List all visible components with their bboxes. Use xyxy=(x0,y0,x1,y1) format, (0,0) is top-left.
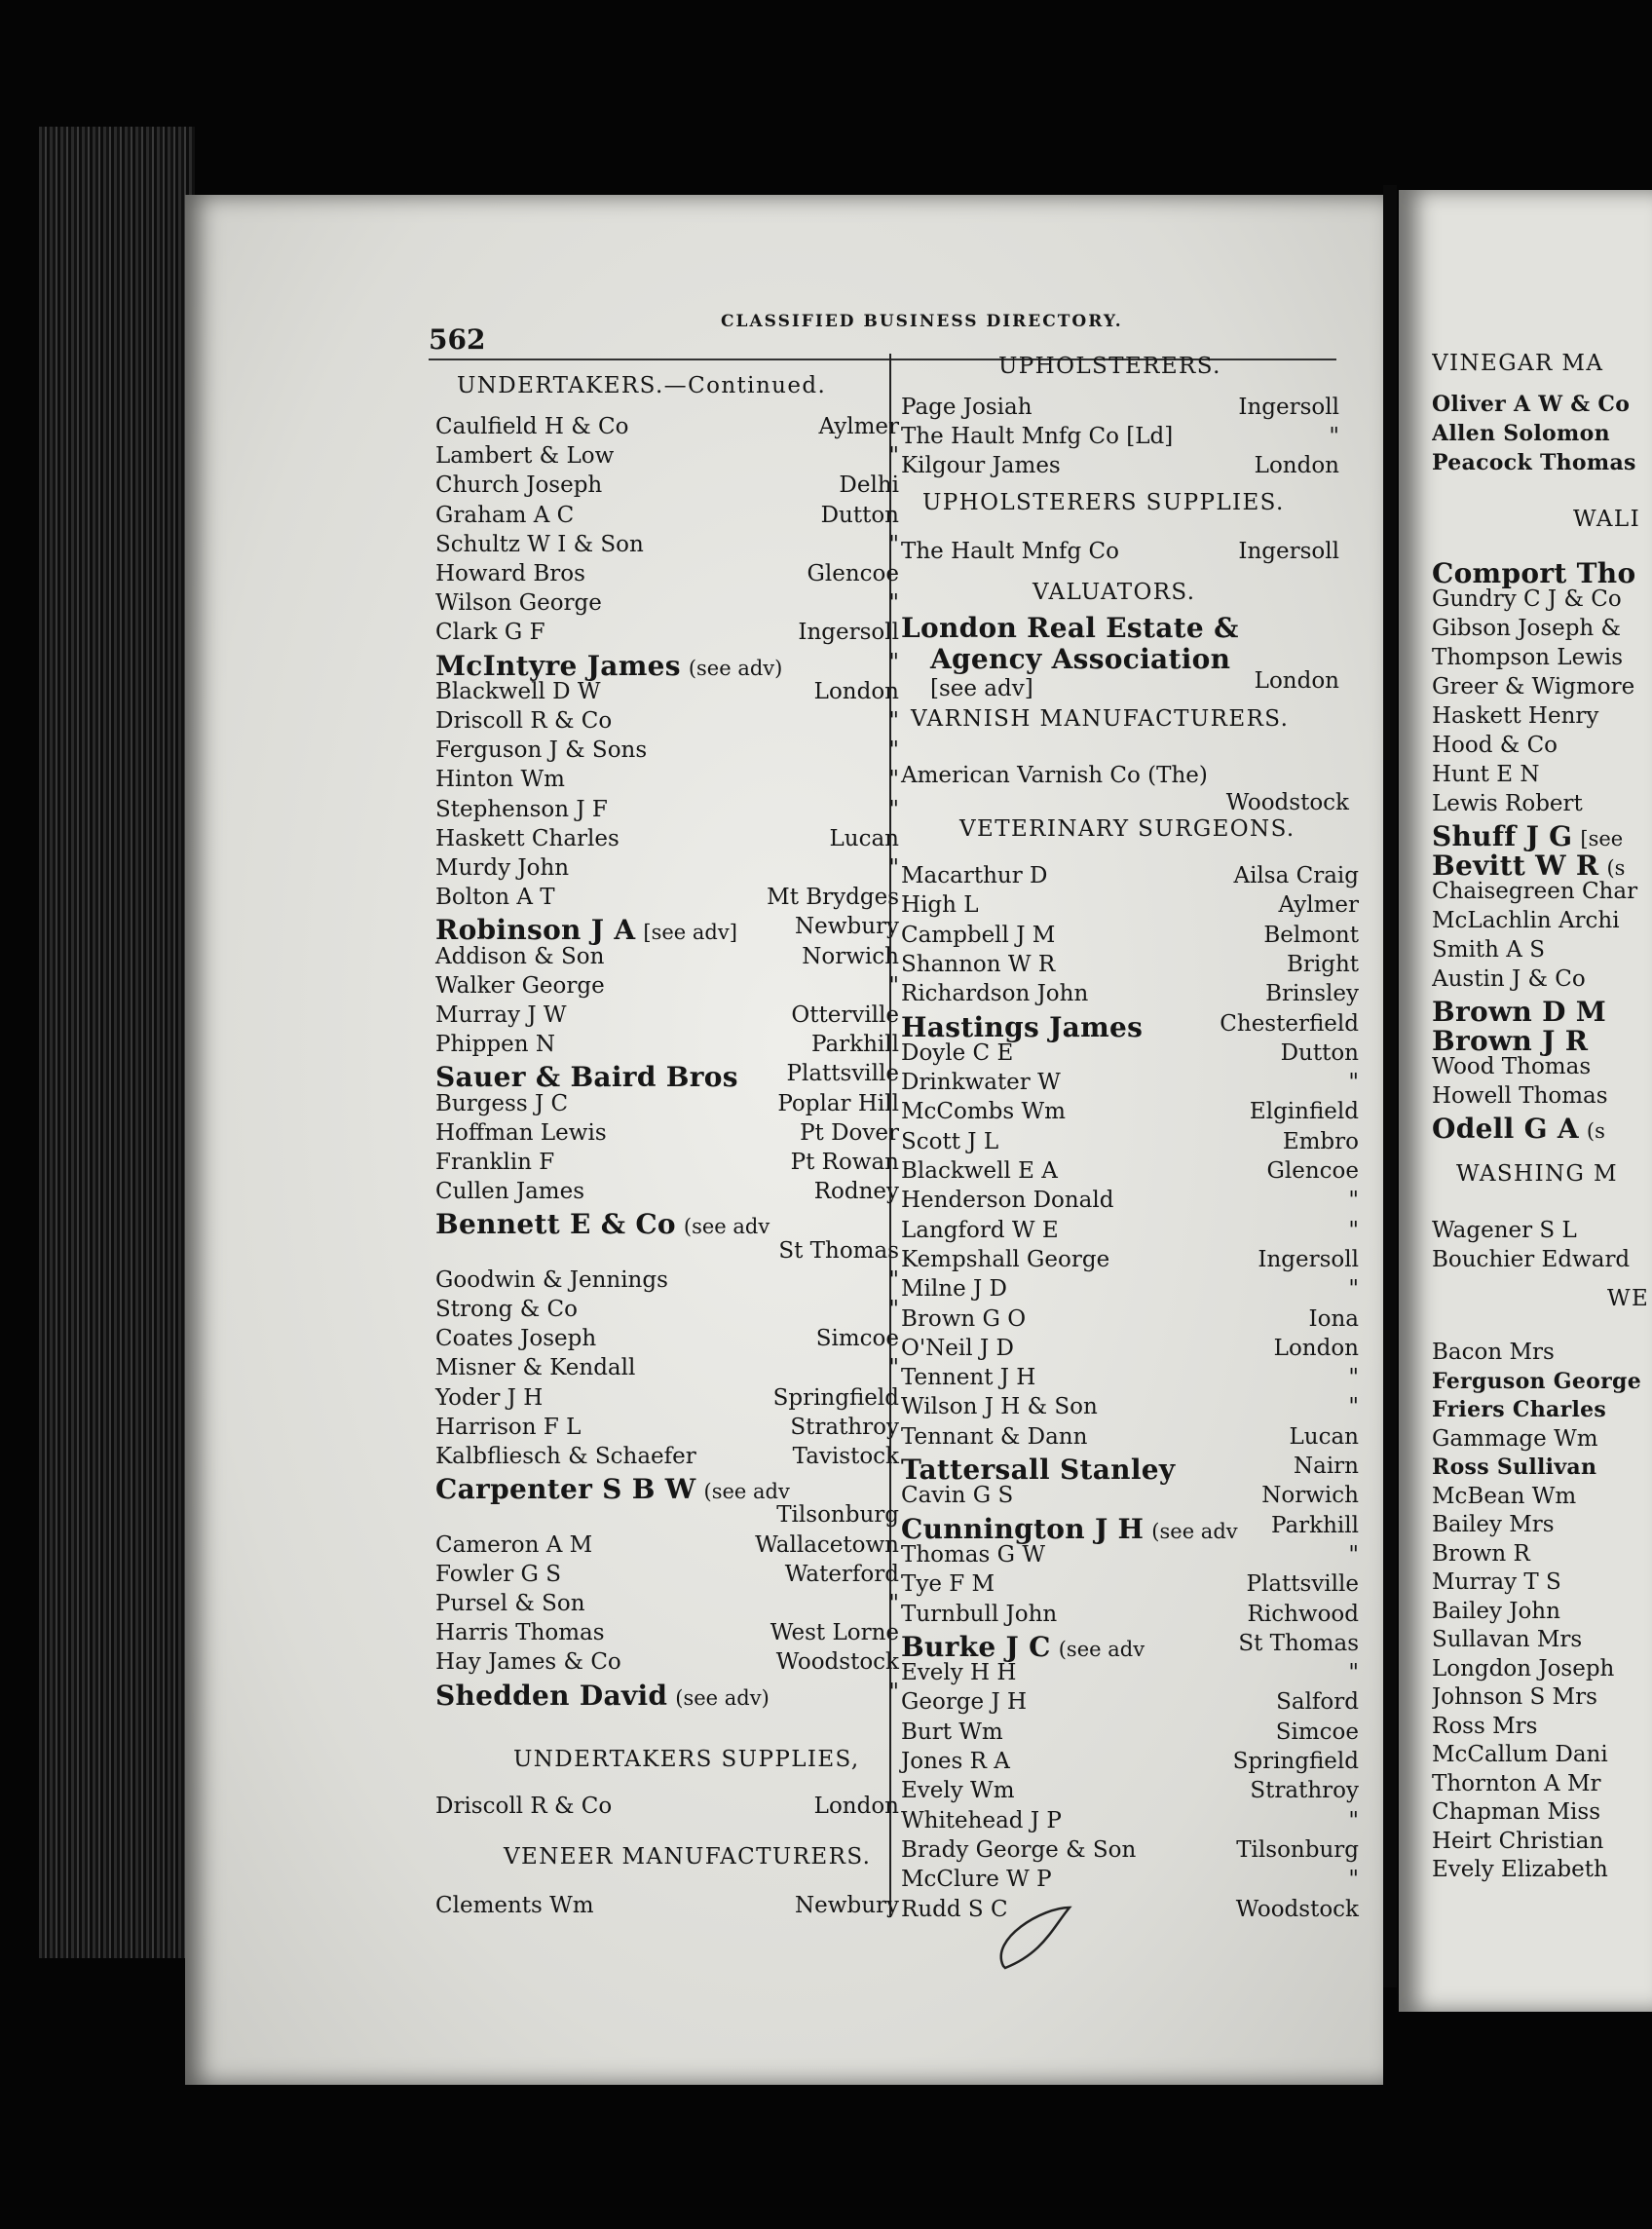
entry-name: Cullen James xyxy=(435,1179,585,1205)
entry-name: Page Josiah xyxy=(901,395,1032,420)
section-heading: UNDERTAKERS.—Continued. xyxy=(457,373,827,398)
entry-place: " xyxy=(888,649,899,675)
section-heading: VARNISH MANUFACTURERS. xyxy=(911,706,1290,732)
entry-name: American Varnish Co (The) xyxy=(901,763,1208,788)
entry-name-group xyxy=(435,914,737,946)
entry-place: Richwood xyxy=(1247,1601,1359,1627)
entry-place: Tilsonburg xyxy=(776,1502,899,1529)
entry-place: West Lorne xyxy=(770,1620,899,1646)
entry-name-group xyxy=(901,1631,1145,1663)
entry-place: " xyxy=(1348,1394,1359,1420)
entry-name: Chapman Miss xyxy=(1432,1799,1601,1825)
entry-name: Lewis Robert xyxy=(1432,791,1583,816)
entry-place: Simcoe xyxy=(1275,1719,1359,1745)
entry-place: " xyxy=(1348,1276,1359,1303)
entry-name: Wagener S L xyxy=(1432,1218,1577,1243)
entry-name: Burt Wm xyxy=(901,1719,1003,1745)
entry-place: " xyxy=(888,1355,899,1381)
section-heading: UNDERTAKERS SUPPLIES, xyxy=(513,1747,860,1772)
entry-place: Belmont xyxy=(1263,922,1359,948)
entry-place: Bright xyxy=(1286,951,1359,977)
entry-name: Haskett Charles xyxy=(435,825,620,851)
entry-note: (see adv xyxy=(683,1215,770,1239)
entry-place: Elginfield xyxy=(1249,1099,1359,1125)
entry-name: Harris Thomas xyxy=(435,1620,605,1646)
entry-name: Shedden David xyxy=(435,1679,668,1712)
entry-name: Milne J D xyxy=(901,1276,1007,1303)
entry-name: Jones R A xyxy=(901,1749,1010,1774)
entry-name: Rudd S C xyxy=(901,1896,1008,1922)
entry-name: Phippen N xyxy=(435,1032,555,1058)
entry-name: Coates Joseph xyxy=(435,1326,597,1352)
entry-place: London xyxy=(813,678,899,704)
entry-name: Graham A C xyxy=(435,502,575,528)
entry-place: Glencoe xyxy=(807,561,899,586)
entry-note: (see adv xyxy=(1058,1637,1145,1661)
entry-name: Tennant & Dann xyxy=(901,1423,1088,1450)
running-head: CLASSIFIED BUSINESS DIRECTORY. xyxy=(721,312,1123,331)
entry-name: Murray T S xyxy=(1432,1569,1561,1595)
entry-name: Stephenson J F xyxy=(435,796,608,822)
entry-place: Springfield xyxy=(772,1384,899,1411)
entry-place: Dutton xyxy=(1280,1039,1359,1066)
entry-place: London xyxy=(1273,1335,1359,1361)
entry-name: Campbell J M xyxy=(901,922,1056,948)
section-heading: VALUATORS. xyxy=(1032,580,1196,605)
entry-name-group xyxy=(901,1513,1238,1545)
entry-name: The Hault Mnfg Co [Ld] xyxy=(901,424,1174,449)
entry-place: Simcoe xyxy=(815,1326,899,1352)
entry-name: Turnbull John xyxy=(901,1601,1058,1627)
entry-name: Evely Wm xyxy=(901,1778,1015,1804)
entry-note: (see adv xyxy=(703,1480,790,1504)
entry-name: Shuff J G xyxy=(1432,820,1573,852)
entry-name: Burke J C xyxy=(901,1630,1051,1663)
entry-name: Ferguson George xyxy=(1432,1368,1642,1394)
entry-name: Bevitt W R xyxy=(1432,850,1599,882)
entry-place: Plattsville xyxy=(1246,1571,1359,1598)
entry-name-group xyxy=(435,1680,770,1712)
entry-place: Lucan xyxy=(829,825,899,851)
entry-name: Hay James & Co xyxy=(435,1649,621,1676)
entry-place: " xyxy=(1348,1867,1359,1893)
entry-note: (s xyxy=(1586,1119,1605,1143)
entry-place: Chesterfield xyxy=(1220,1010,1359,1037)
entry-name-group xyxy=(435,650,782,682)
section-heading: VINEGAR MA xyxy=(1432,351,1604,376)
entry-name: Driscoll R & Co xyxy=(435,708,613,734)
entry-name: Misner & Kendall xyxy=(435,1355,636,1381)
entry-place: " xyxy=(888,737,899,764)
entry-name: Clark G F xyxy=(435,620,545,646)
entry-note: [see xyxy=(1580,827,1624,850)
entry-place: " xyxy=(1348,1660,1359,1686)
section-heading: WASHING M xyxy=(1456,1161,1618,1187)
entry-name: Johnson S Mrs xyxy=(1432,1684,1597,1710)
entry-place: St Thomas xyxy=(778,1237,899,1264)
entry-name: Addison & Son xyxy=(435,943,605,969)
entry-name: Clements Wm xyxy=(435,1893,594,1918)
entry-place: Strathroy xyxy=(1250,1778,1359,1804)
entry-name: McIntyre James xyxy=(435,649,681,682)
entry-note: (s xyxy=(1606,856,1626,880)
entry-name: Hunt E N xyxy=(1432,762,1540,787)
entry-place: Norwich xyxy=(802,943,899,969)
entry-name: Kempshall George xyxy=(901,1246,1110,1272)
entry-name: Ferguson J & Sons xyxy=(435,737,648,764)
entry-name: Hood & Co xyxy=(1432,733,1558,758)
entry-name: Gammage Wm xyxy=(1432,1425,1598,1452)
entry-name: Greer & Wigmore xyxy=(1432,674,1635,699)
entry-name: Tennent J H xyxy=(901,1365,1036,1391)
entry-name: Heirt Christian xyxy=(1432,1828,1604,1854)
entry-place: Embro xyxy=(1282,1128,1359,1154)
entry-name: Tye F M xyxy=(901,1571,995,1598)
entry-name: Bailey John xyxy=(1432,1598,1560,1624)
entry-name: Walker George xyxy=(435,972,605,999)
entry-name: Sullavan Mrs xyxy=(1432,1627,1583,1652)
entry-place: Aylmer xyxy=(818,414,899,439)
entry-name: High L xyxy=(901,892,979,919)
section-heading: VETERINARY SURGEONS. xyxy=(959,816,1295,842)
entry-place: Ingersoll xyxy=(1238,395,1339,420)
entry-place: " xyxy=(1329,424,1339,449)
entry-place: Otterville xyxy=(791,1002,899,1028)
entry-name: Wilson George xyxy=(435,590,602,617)
entry-name: Brady George & Son xyxy=(901,1836,1137,1863)
valuator-note: [see adv] xyxy=(930,676,1033,701)
entry-name-group xyxy=(1432,1113,1605,1145)
entry-name: Richardson John xyxy=(901,981,1089,1007)
entry-name: Lambert & Low xyxy=(435,443,615,470)
entry-name: McLachlin Archi xyxy=(1432,908,1620,933)
entry-name: Strong & Co xyxy=(435,1297,578,1322)
entry-place: Ailsa Craig xyxy=(1233,863,1359,888)
entry-place: Glencoe xyxy=(1266,1158,1359,1184)
entry-name: Fowler G S xyxy=(435,1561,561,1587)
entry-name: Sauer & Baird Bros xyxy=(435,1061,738,1094)
entry-place: Newbury xyxy=(795,1893,899,1918)
entry-place: " xyxy=(888,708,899,734)
entry-place: " xyxy=(888,1591,899,1616)
entry-name: Murray J W xyxy=(435,1002,567,1028)
entry-name: Bacon Mrs xyxy=(1432,1340,1555,1365)
entry-name-group xyxy=(1432,850,1625,882)
entry-name: Cavin G S xyxy=(901,1483,1014,1509)
entry-name: Driscoll R & Co xyxy=(435,1794,613,1819)
entry-name: Smith A S xyxy=(1432,937,1545,963)
entry-name-group xyxy=(1432,820,1623,852)
entry-place: Woodstock xyxy=(1225,790,1349,815)
entry-name: Longdon Joseph xyxy=(1432,1655,1615,1681)
entry-place: Wallacetown xyxy=(755,1531,899,1558)
entry-place: Ingersoll xyxy=(798,620,899,646)
section-heading: UPHOLSTERERS SUPPLIES. xyxy=(922,490,1285,515)
entry-place: " xyxy=(1348,1217,1359,1243)
entry-name: Henderson Donald xyxy=(901,1188,1114,1214)
entry-name: Allen Solomon xyxy=(1432,421,1610,446)
entry-name: George J H xyxy=(901,1689,1028,1716)
entry-place: Pt Rowan xyxy=(790,1150,899,1175)
entry-name: Hastings James xyxy=(901,1010,1144,1043)
entry-name: Bennett E & Co xyxy=(435,1208,676,1241)
entry-name: Ross Mrs xyxy=(1432,1713,1538,1739)
entry-place: Parkhill xyxy=(1271,1512,1359,1538)
entry-name: Whitehead J P xyxy=(901,1807,1062,1833)
entry-name: McCombs Wm xyxy=(901,1099,1066,1125)
entry-name: Bolton A T xyxy=(435,885,555,911)
entry-place: Rodney xyxy=(813,1179,899,1205)
entry-note: (see adv xyxy=(1151,1519,1238,1543)
entry-name: Doyle C E xyxy=(901,1039,1014,1066)
entry-name: Cunnington J H xyxy=(901,1512,1145,1545)
section-heading: UPHOLSTERERS. xyxy=(998,354,1221,379)
entry-place: Tavistock xyxy=(792,1444,899,1469)
entry-name: Odell G A xyxy=(1432,1113,1579,1145)
entry-place: " xyxy=(1348,1070,1359,1096)
entry-place: St Thomas xyxy=(1238,1630,1359,1656)
entry-name: Bailey Mrs xyxy=(1432,1512,1555,1537)
entry-place: Aylmer xyxy=(1278,892,1359,919)
left-page xyxy=(185,195,1383,2085)
entry-name: Evely Elizabeth xyxy=(1432,1857,1608,1882)
entry-name: Schultz W I & Son xyxy=(435,531,644,557)
entry-name: Yoder J H xyxy=(435,1384,544,1411)
entry-place: Iona xyxy=(1308,1305,1359,1332)
entry-name: Pursel & Son xyxy=(435,1591,585,1616)
entry-place: " xyxy=(888,796,899,822)
entry-place: " xyxy=(888,767,899,793)
entry-place: " xyxy=(888,972,899,999)
entry-place: Ingersoll xyxy=(1238,539,1339,564)
entry-place: Waterford xyxy=(784,1561,899,1587)
entry-place: Plattsville xyxy=(786,1061,899,1087)
entry-name: Blackwell E A xyxy=(901,1158,1058,1184)
entry-name: Wilson J H & Son xyxy=(901,1394,1098,1420)
entry-place: Norwich xyxy=(1261,1483,1359,1509)
entry-name: Chaisegreen Char xyxy=(1432,879,1638,904)
entry-place: " xyxy=(888,531,899,557)
entry-place: " xyxy=(1348,1365,1359,1391)
entry-place: Springfield xyxy=(1232,1749,1359,1774)
entry-name: Church Joseph xyxy=(435,472,603,499)
entry-place: Lucan xyxy=(1289,1423,1359,1450)
entry-place: " xyxy=(1348,1188,1359,1214)
entry-name: Hinton Wm xyxy=(435,767,565,793)
entry-note: (see adv) xyxy=(675,1685,770,1710)
entry-name: Thompson Lewis xyxy=(1432,645,1624,670)
entry-name: Friers Charles xyxy=(1432,1397,1607,1422)
entry-place: Dutton xyxy=(820,502,899,528)
entry-name: McBean Wm xyxy=(1432,1483,1577,1509)
entry-note: (see adv) xyxy=(688,656,783,680)
entry-place: Poplar Hill xyxy=(777,1090,899,1116)
entry-place: " xyxy=(888,1266,899,1293)
entry-note: [see adv] xyxy=(643,921,737,945)
entry-name: Kilgour James xyxy=(901,453,1061,478)
entry-place: Newbury xyxy=(795,914,899,940)
entry-place: Nairn xyxy=(1293,1454,1359,1479)
entry-name: O'Neil J D xyxy=(901,1335,1014,1361)
entry-place: Salford xyxy=(1276,1689,1359,1716)
entry-name: McCallum Dani xyxy=(1432,1742,1608,1767)
entry-name: Caulfield H & Co xyxy=(435,414,629,439)
section-heading: VENEER MANUFACTURERS. xyxy=(504,1844,872,1870)
entry-name: Brown G O xyxy=(901,1305,1027,1332)
book-gutter xyxy=(1383,185,1397,1987)
entry-name: Goodwin & Jennings xyxy=(435,1266,668,1293)
entry-name: Gundry C J & Co xyxy=(1432,586,1622,612)
entry-name-group xyxy=(435,1208,770,1240)
entry-name: Shannon W R xyxy=(901,951,1056,977)
entry-name-group xyxy=(435,1473,790,1505)
entry-place: Pt Dover xyxy=(800,1119,899,1146)
entry-name: Brown J R xyxy=(1432,1025,1589,1057)
entry-name: Scott J L xyxy=(901,1128,999,1154)
entry-place: Woodstock xyxy=(1235,1896,1359,1922)
entry-place: London xyxy=(813,1794,899,1819)
entry-name: Gibson Joseph & xyxy=(1432,616,1622,641)
entry-name: Langford W E xyxy=(901,1217,1059,1243)
entry-name: Carpenter S B W xyxy=(435,1473,696,1506)
entry-name: Murdy John xyxy=(435,855,570,881)
page-number: 562 xyxy=(429,323,486,356)
entry-place: " xyxy=(888,443,899,470)
pen-mark xyxy=(984,1900,1091,1978)
entry-name: Howell Thomas xyxy=(1432,1083,1608,1109)
entry-name: Tattersall Stanley xyxy=(901,1454,1176,1486)
entry-name: Cameron A M xyxy=(435,1531,593,1558)
entry-place: Ingersoll xyxy=(1258,1246,1359,1272)
entry-place: Mt Brydges xyxy=(767,885,899,911)
column-right-page xyxy=(1432,351,1652,1909)
entry-name: Brown R xyxy=(1432,1540,1530,1567)
entry-name: Austin J & Co xyxy=(1432,966,1586,992)
entry-name: Oliver A W & Co xyxy=(1432,392,1631,417)
entry-name: Harrison F L xyxy=(435,1414,582,1440)
entry-place: Woodstock xyxy=(775,1649,899,1676)
entry-place: " xyxy=(1348,1541,1359,1568)
entry-place: Parkhill xyxy=(811,1032,899,1058)
entry-place: London xyxy=(1254,453,1339,478)
entry-place: London xyxy=(1254,668,1339,694)
entry-name: Peacock Thomas xyxy=(1432,450,1636,475)
entry-name: Robinson J A xyxy=(435,914,636,947)
entry-name: Hoffman Lewis xyxy=(435,1119,607,1146)
entry-name: Howard Bros xyxy=(435,561,585,586)
valuator-name-line2: Agency Association xyxy=(930,643,1231,675)
entry-name: Franklin F xyxy=(435,1150,555,1175)
entry-name: The Hault Mnfg Co xyxy=(901,539,1119,564)
entry-name: Brown D M xyxy=(1432,996,1607,1028)
entry-place: " xyxy=(888,1297,899,1322)
entry-name: Blackwell D W xyxy=(435,678,601,704)
entry-name: Ross Sullivan xyxy=(1432,1455,1597,1480)
entry-place: Delhi xyxy=(839,472,899,499)
entry-name: Bouchier Edward xyxy=(1432,1247,1631,1272)
entry-name: Burgess J C xyxy=(435,1090,569,1116)
entry-place: " xyxy=(888,1679,899,1705)
entry-name: Comport Tho xyxy=(1432,557,1636,589)
section-heading: WALI xyxy=(1573,507,1641,532)
entry-place: Tilsonburg xyxy=(1236,1836,1359,1863)
entry-name: Thomas G W xyxy=(901,1541,1045,1568)
entry-place: " xyxy=(888,855,899,881)
valuator-name-line1: London Real Estate & xyxy=(901,612,1239,644)
entry-place: " xyxy=(888,590,899,617)
entry-name: Macarthur D xyxy=(901,863,1048,888)
entry-name: Wood Thomas xyxy=(1432,1054,1592,1079)
book-page-edges xyxy=(39,127,195,1958)
entry-name: Kalbfliesch & Schaefer xyxy=(435,1444,696,1469)
entry-place: Strathroy xyxy=(790,1414,899,1440)
entry-place: Brinsley xyxy=(1265,981,1359,1007)
entry-name: Thornton A Mr xyxy=(1432,1770,1601,1796)
entry-name: Drinkwater W xyxy=(901,1070,1061,1096)
entry-name: Evely H H xyxy=(901,1660,1017,1686)
entry-place: " xyxy=(1348,1807,1359,1833)
section-heading: WE xyxy=(1607,1286,1650,1311)
entry-name: Haskett Henry xyxy=(1432,703,1599,729)
entry-name: McClure W P xyxy=(901,1867,1052,1893)
